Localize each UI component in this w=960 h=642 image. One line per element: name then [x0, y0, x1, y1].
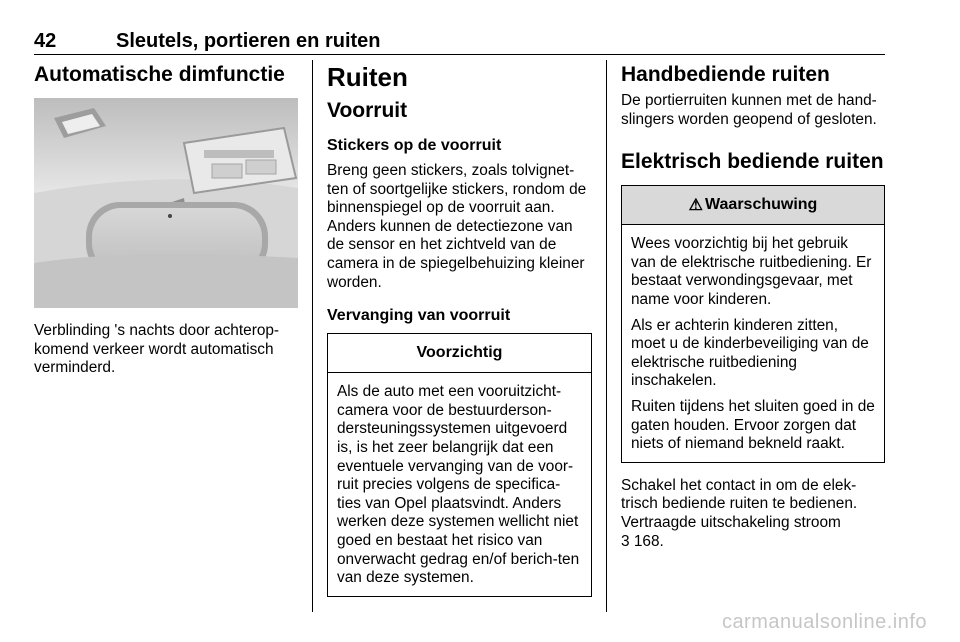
subsection-windscreen: Voorruit	[327, 99, 408, 122]
column-divider	[312, 60, 313, 612]
section-heading-dimming: Automatische dimfunctie	[34, 63, 285, 86]
electric-windows-text	[621, 477, 885, 551]
warning-triangle-icon: ⚠	[688, 197, 704, 215]
caution-text: Als de auto met een vooruitzicht-camera voor de bestuurderson-dersteuningssystemen uitgevoerd is, is het zeer belangrijk dat een eventuele vervanging van de voor-ruit precies volgens de specifica-ties van Opel plaatsvindt. Anders werken deze systemen wellicht niet goed en bestaat het risico van onverwacht gedrag en/of berich-ten van deze systemen.	[337, 383, 580, 587]
column-window-operation	[621, 62, 885, 551]
electric-windows-instructions: Schakel het contact in om de elek-trisch bediende ruiten te bedienen. Vertraagde uitschakeling stroom	[621, 476, 858, 531]
caution-box	[327, 333, 592, 597]
page-reference-icon: 3	[621, 532, 630, 550]
section-heading-electric-windows: Elektrisch bediende ruiten	[621, 150, 884, 174]
dimming-text: Verblinding 's nachts door achterop-komend verkeer wordt automatisch verminderd.	[34, 322, 280, 377]
page-header	[34, 30, 885, 55]
rear-view-mirror-photo	[34, 98, 298, 308]
warning-title: Waarschuwing	[705, 196, 818, 214]
warning-paragraph: Wees voorzichtig bij het gebruik van de elektrische ruitbediening. Er bestaat verwondingsgevaar, met name voor kinderen.	[631, 235, 872, 308]
section-heading-manual-windows: Handbediende ruiten	[621, 63, 830, 86]
warning-title-bar	[622, 186, 884, 225]
replacement-heading: Vervanging van voorruit	[327, 307, 511, 325]
column-windows	[327, 62, 592, 597]
mirror-illustration	[34, 98, 298, 308]
manual-windows-text: De portierruiten kunnen met de hand-slingers worden geopend of gesloten.	[621, 92, 877, 128]
caution-title: Voorzichtig	[328, 334, 591, 373]
page-number: 42	[34, 30, 57, 52]
stickers-text: Breng geen stickers, zoals tolvignet-ten of soortgelijke stickers, rondom de binnenspiegel op de voorruit aan. Anders kunnen de detectiezone van de sensor en het zichtveld van de camera in de spiegelbehuizing kleiner worden.	[327, 162, 587, 291]
stickers-heading: Stickers op de voorruit	[327, 137, 502, 154]
warning-box	[621, 185, 885, 463]
column-dimming	[34, 62, 298, 378]
chapter-title: Sleutels, portieren en ruiten	[116, 30, 381, 52]
page-reference[interactable]: 168.	[629, 532, 664, 550]
warning-paragraph: Als er achterin kinderen zitten, moet u de kinderbeveiliging van de elektrische ruitbediening inschakelen.	[631, 316, 869, 390]
watermark: carmanualsonline.info	[721, 611, 927, 633]
section-title-windows: Ruiten	[327, 62, 408, 92]
column-divider	[606, 60, 607, 612]
warning-paragraph: Ruiten tijdens het sluiten goed in de gaten houden. Ervoor zorgen dat niets of niemand bekneld raakt.	[631, 397, 875, 453]
